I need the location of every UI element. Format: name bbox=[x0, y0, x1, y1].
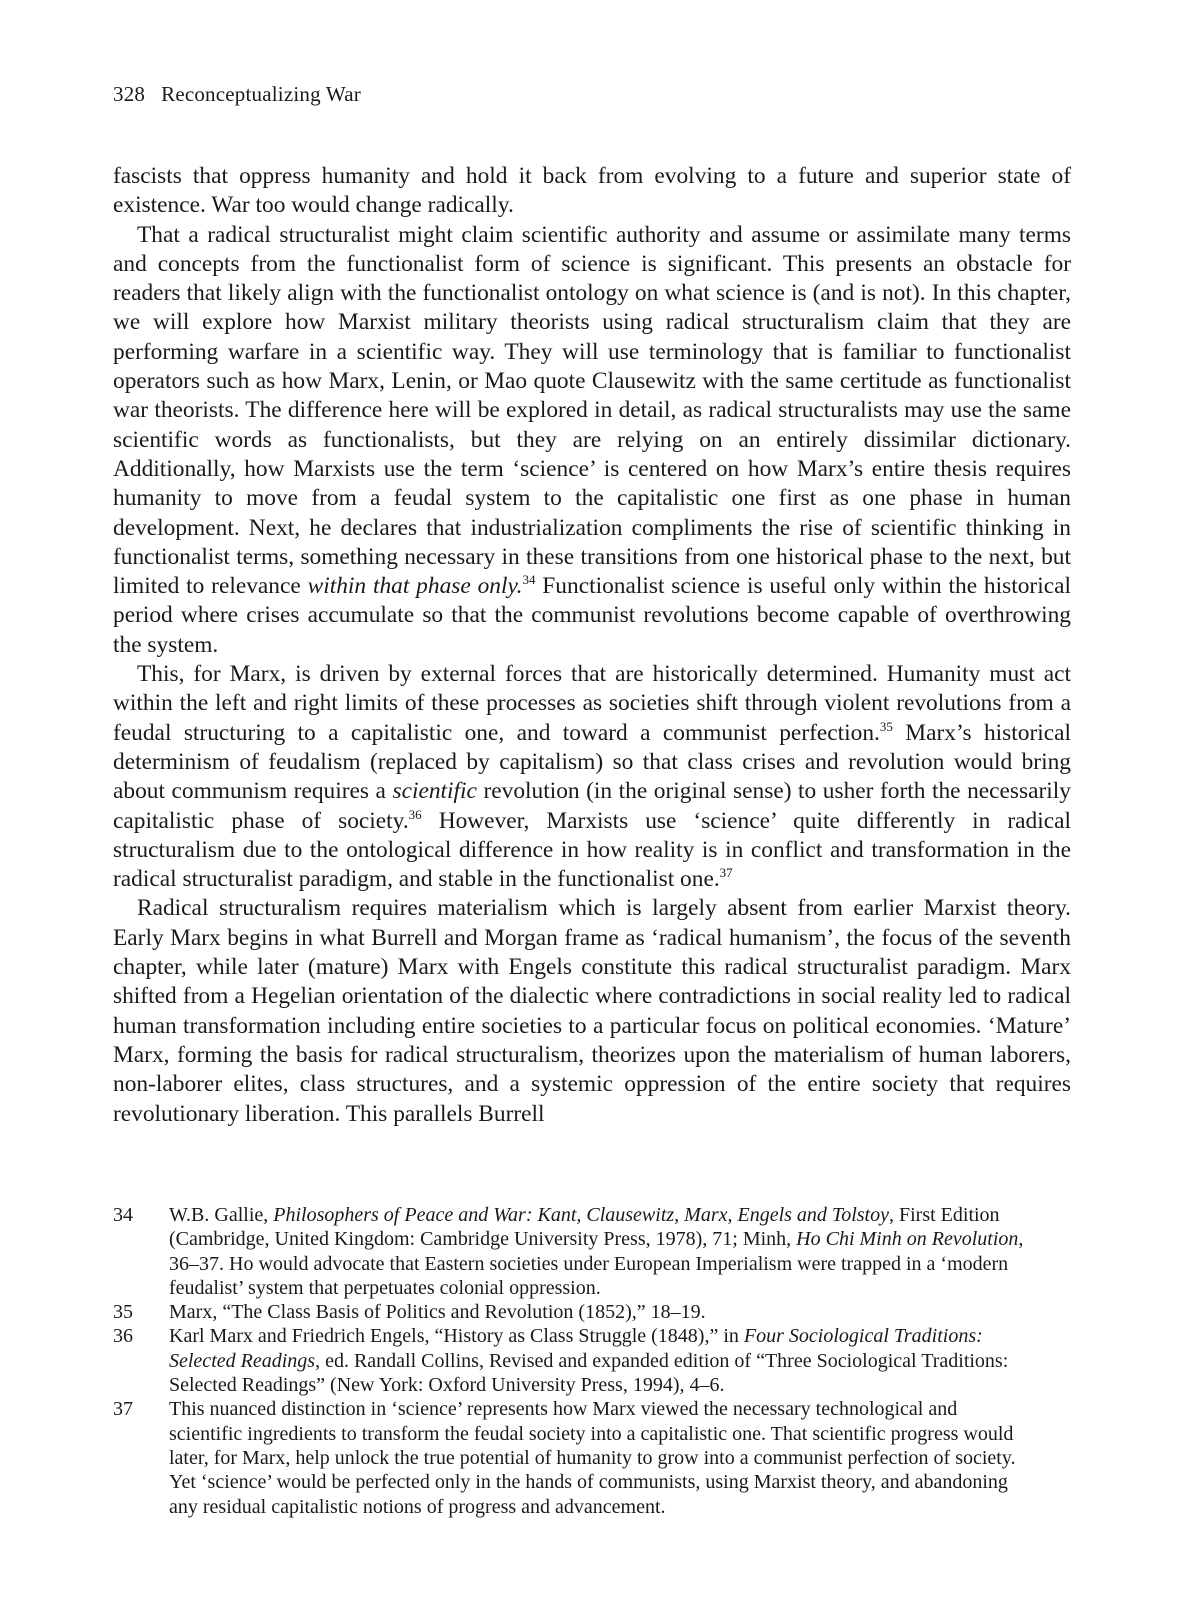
footnote-number: 35 bbox=[113, 1301, 133, 1324]
paragraph-text: That a radical structuralist might claim scientific authority and assume or assimilate many terms and concepts from the functionalist form of science is significant. This presents an obstacle for readers that likely align with the functionalist ontology on what science is (and is not). In this chapter, we will explore how Marxist military theorists using radical structuralism claim that they are performing warfare in a scientific way. They will use terminology that is familiar to functionalist operators such as how Marx, Lenin, or Mao quote Clausewitz with the same certitude as functionalist war theorists. The difference here will be explored in detail, as radical structuralists may use the same scientific words as functionalists, but they are relying on an entirely dissimilar dictionary. Additionally, how Marxists use the term ‘science’ is centered on how Marx’s entire thesis requires humanity to move from a feudal system to the capitalistic one first as one phase in human development. Next, he declares that industrialization compliments the rise of scientific thinking in functionalist terms, something necessary in these transitions from one historical phase to the next, but limited to relevance bbox=[113, 221, 1071, 600]
paragraph-historical-determinism bbox=[113, 660, 1071, 894]
paragraph-text: Functionalist science is useful only within the historical period where crises accumulate so that the communist revolutions become capable of overthrowing the system. bbox=[113, 573, 1071, 658]
footnote-37 bbox=[113, 1397, 1033, 1518]
footnote-segment: Karl Marx and Friedrich Engels, “History as Class Struggle (1848),” in bbox=[169, 1325, 739, 1348]
footnote-text bbox=[169, 1324, 1033, 1397]
footnote-title: Four Sociological Traditions: Selected Readings bbox=[169, 1325, 983, 1372]
footnote-ref-37[interactable]: 37 bbox=[719, 865, 733, 881]
footnote-text bbox=[169, 1203, 1033, 1300]
paragraph-continuation: fascists that oppress humanity and hold it back from evolving to a future and superior state of existence. War too would change radically. bbox=[113, 163, 1071, 219]
page-number: 328 bbox=[113, 82, 146, 106]
footnote-segment: W.B. Gallie, bbox=[169, 1204, 269, 1226]
main-text bbox=[113, 162, 1071, 1129]
paragraph-text: This, for Marx, is driven by external forces that are historically determined. Humanity must act within the left and right limits of these processes as societies shift through violent revolutions from a feudal structuring to a capitalistic one, and toward a communist perfection. bbox=[113, 661, 1071, 746]
footnote-segment: , First Edition (Cambridge, United Kingdom: Cambridge University Press, 1978), 71; Minh, bbox=[169, 1204, 1000, 1251]
paragraph-science-authority bbox=[113, 221, 1071, 660]
paragraph-materialism: Radical structuralism requires materialism which is largely absent from earlier Marxist theory. Early Marx begins in what Burrell and Morgan frame as ‘radical humanism’, the focus of the seventh chapter, while later (mature) Marx with Engels constitute this radical structuralist paradigm. Marx shifted from a Hegelian orientation of the dialectic where contradictions in social reality led to radical human transformation including entire societies to a particular focus on political economies. ‘Mature’ Marx, forming the basis for radical structuralism, theorizes upon the materialism of human laborers, non-laborer elites, class structures, and a systemic oppression of the entire society that requires revolutionary liberation. This parallels Burrell bbox=[113, 895, 1071, 1127]
running-header bbox=[113, 82, 361, 107]
footnote-34 bbox=[113, 1203, 1033, 1300]
footnote-number: 36 bbox=[113, 1325, 133, 1348]
emphasis-text: within that phase only. bbox=[307, 573, 523, 600]
footnote-ref-34[interactable]: 34 bbox=[522, 572, 536, 588]
footnote-text: Marx, “The Class Basis of Politics and Revolution (1852),” 18–19. bbox=[169, 1301, 706, 1324]
footnote-number: 34 bbox=[113, 1204, 133, 1226]
footnote-36 bbox=[113, 1324, 1033, 1397]
paragraph-text: However, Marxists use ‘science’ quite differently in radical structuralism due to the ontological difference in how reality is in conflict and transformation in the radical structuralist paradigm, and stable in the functionalist one. bbox=[113, 807, 1071, 893]
footnote-ref-36[interactable]: 36 bbox=[408, 806, 422, 822]
paragraph-text: revolution (in the original sense) to usher forth the necessarily capitalistic phase of society. bbox=[113, 778, 1071, 834]
footnotes bbox=[113, 1203, 1033, 1519]
footnote-ref-35[interactable]: 35 bbox=[879, 718, 893, 734]
footnote-number: 37 bbox=[113, 1398, 133, 1421]
running-title: Reconceptualizing War bbox=[161, 82, 361, 106]
footnote-segment: , ed. Randall Collins, Revised and expanded edition of “Three Sociological Traditions: Selected Readings” (New York: Oxford University Press, 1994), 4–6. bbox=[169, 1349, 1009, 1397]
footnote-title: Philosophers of Peace and War: Kant, Clausewitz, Marx, Engels and Tolstoy bbox=[273, 1204, 889, 1226]
emphasis-text: scientific bbox=[392, 778, 477, 805]
paragraph-text: Marx’s historical determinism of feudalism (replaced by capitalism) so that class crises and revolution would bring about communism requires a bbox=[113, 719, 1071, 805]
footnote-title: Ho Chi Minh on Revolution bbox=[796, 1228, 1019, 1251]
footnote-text: This nuanced distinction in ‘science’ represents how Marx viewed the necessary technological and scientific ingredients to transform the feudal society into a capitalistic one. That scientific progress would later, for Marx, help unlock the true potential of humanity to grow into a communist perfection of society. Yet ‘science’ would be perfected only in the hands of communists, using Marxist theory, and abandoning any residual capitalistic notions of progress and advancement. bbox=[169, 1398, 1016, 1518]
footnote-segment: , 36–37. Ho would advocate that Eastern societies under European Imperialism were trapped in a ‘modern feudalist’ system that perpetuates colonial oppression. bbox=[169, 1228, 1024, 1299]
footnote-35 bbox=[113, 1300, 1033, 1324]
